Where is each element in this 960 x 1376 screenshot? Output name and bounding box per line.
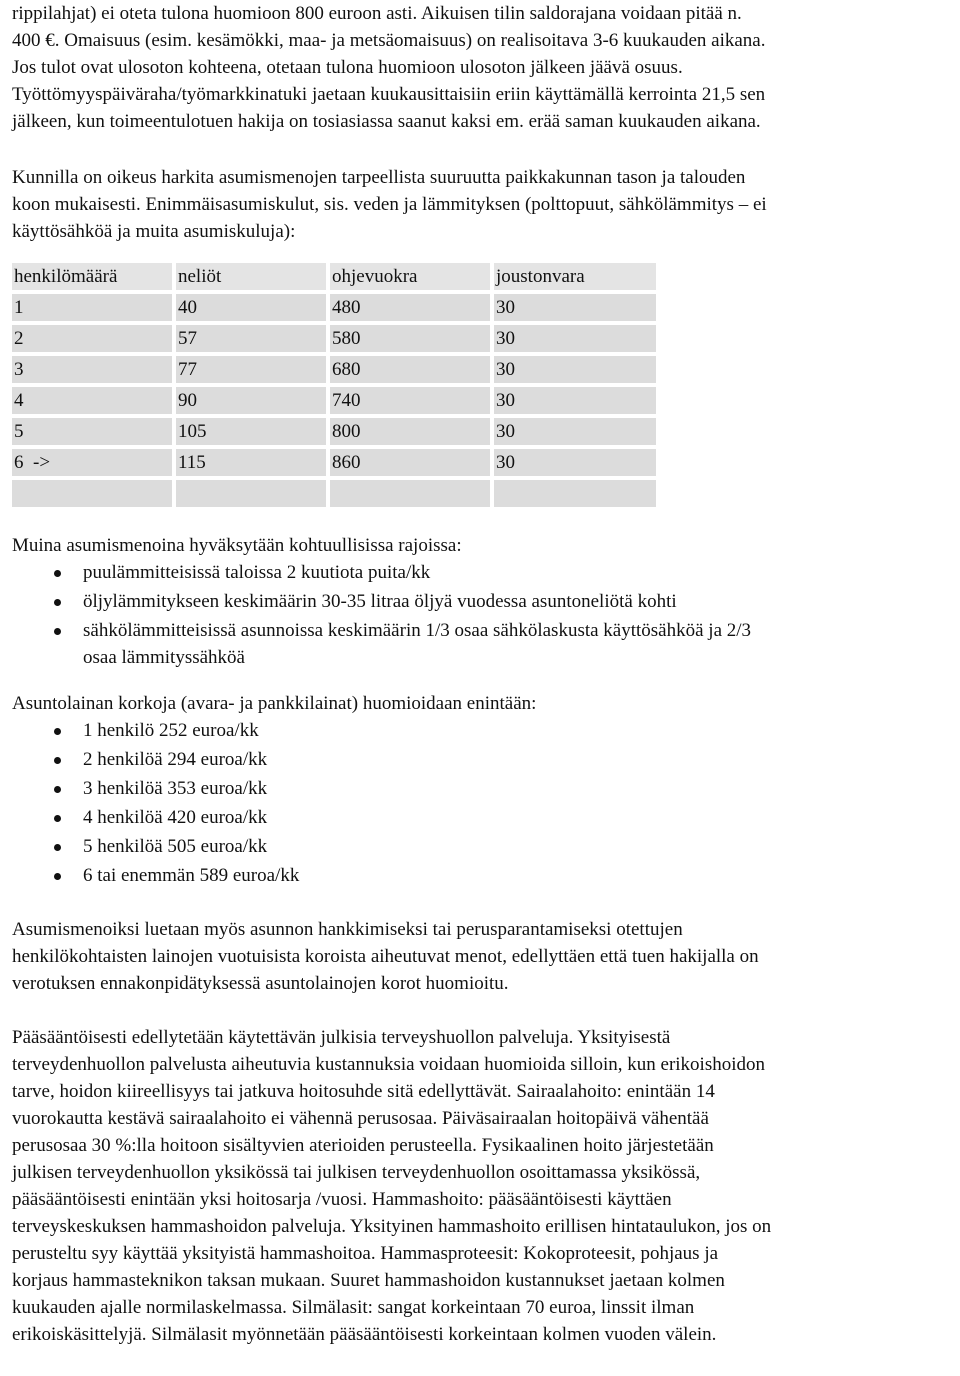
list-item-text: 5 henkilöä 505 euroa/kk <box>83 836 268 857</box>
table-cell: 90 <box>176 387 326 414</box>
table-cell: 480 <box>330 294 490 321</box>
table-cell: 77 <box>176 356 326 383</box>
table-cell: 1 <box>12 294 172 321</box>
text-line: vuorokautta kestävä sairaalahoito ei vähennä perusosaa. Päiväsairaalan hoitopäivä vähentää <box>12 1108 709 1129</box>
table-cell: 105 <box>176 418 326 445</box>
bullet-icon <box>54 873 61 880</box>
list-item-text: 1 henkilö 252 euroa/kk <box>83 720 259 741</box>
list-item <box>12 588 956 615</box>
table-cell: 115 <box>176 449 326 476</box>
table-row <box>12 418 656 445</box>
table-cell: 30 <box>494 387 656 414</box>
bullet-icon <box>54 844 61 851</box>
column-header-square-meters: neliöt <box>176 263 326 290</box>
table-cell: 860 <box>330 449 490 476</box>
text-line: perusosaa 30 %:lla hoitoon sisältyvien aterioiden perusteella. Fysikaalinen hoito järjestetään <box>12 1135 714 1156</box>
text-line: jälkeen, kun toimeentulotuen hakija on tosiasiassa saanut kaksi em. erää saman kuukauden aikana. <box>12 111 761 132</box>
table-cell <box>176 480 326 507</box>
bullet-icon <box>54 570 61 577</box>
table-cell: 57 <box>176 325 326 352</box>
bullet-icon <box>54 786 61 793</box>
housing-cost-table <box>8 259 660 511</box>
housing-paragraph <box>12 164 956 245</box>
text-line: julkisen terveydenhuollon yksikössä tai julkisen terveydenhuollon osoittamassa yksikössä, <box>12 1162 701 1183</box>
column-header-persons: henkilömäärä <box>12 263 172 290</box>
table-cell: 4 <box>12 387 172 414</box>
table-cell: 580 <box>330 325 490 352</box>
table-row <box>12 325 656 352</box>
list-item <box>12 833 956 860</box>
list-item-text: öljylämmitykseen keskimäärin 30-35 litraa öljyä vuodessa asuntoneliötä kohti <box>83 591 677 612</box>
table-cell: 30 <box>494 356 656 383</box>
other-costs-list <box>12 559 956 671</box>
list-item-text: 3 henkilöä 353 euroa/kk <box>83 778 268 799</box>
section-heading: Muina asumismenoina hyväksytään kohtuullisissa rajoissa: <box>12 535 462 556</box>
column-header-rent: ohjevuokra <box>330 263 490 290</box>
loan-paragraph <box>12 916 956 997</box>
text-line: korjaus hammasteknikon taksan mukaan. Suuret hammashoidon kustannukset jaetaan kolmen <box>12 1270 725 1291</box>
table-cell: 800 <box>330 418 490 445</box>
health-paragraph <box>12 1024 956 1348</box>
text-line: perusteltu syy käyttää yksityistä hammashoitoa. Hammasproteesit: Kokoproteesit, pohjaus ja <box>12 1243 719 1264</box>
table-cell: 40 <box>176 294 326 321</box>
text-line: käyttösähköä ja muita asumiskuluja): <box>12 221 296 242</box>
text-line: tarve, hoidon kiireellisyys tai jatkuva hoitosuhde sitä edellyttävät. Sairaalahoito: enintään 14 <box>12 1081 715 1102</box>
text-line: Asumismenoiksi luetaan myös asunnon hankkimiseksi tai perusparantamiseksi otettujen <box>12 919 683 940</box>
table-cell: 30 <box>494 449 656 476</box>
text-line: Jos tulot ovat ulosoton kohteena, otetaan tulona huomioon ulosoton jälkeen jäävä osuus. <box>12 57 683 78</box>
table-cell: 3 <box>12 356 172 383</box>
list-item <box>12 559 956 586</box>
list-item-text: 2 henkilöä 294 euroa/kk <box>83 749 268 770</box>
table-cell: 30 <box>494 418 656 445</box>
text-line: koon mukaisesti. Enimmäisasumiskulut, sis. veden ja lämmityksen (polttopuut, sähkölämmitys – ei <box>12 194 767 215</box>
list-item <box>12 746 956 773</box>
text-line: kuukauden ajalle normilaskelmassa. Silmälasit: sangat korkeintaan 70 euroa, linssit ilman <box>12 1297 695 1318</box>
table-cell: 30 <box>494 325 656 352</box>
table-cell <box>330 480 490 507</box>
list-item-text: sähkölämmitteisissä asunnoissa keskimäärin 1/3 osaa sähkölaskusta käyttösähköä ja 2/3 <box>83 620 752 641</box>
table-cell: 680 <box>330 356 490 383</box>
text-line: terveyskeskuksen hammashoidon palveluja. Yksityinen hammashoito erillisen hintataulukon, jos on <box>12 1216 772 1237</box>
text-line: erikoiskäsittelyjä. Silmälasit myönnetään pääsääntöisesti korkeintaan kolmen vuoden välein. <box>12 1324 717 1345</box>
table-row <box>12 356 656 383</box>
table-row-empty <box>12 480 656 507</box>
bullet-icon <box>54 599 61 606</box>
list-item-text-continuation: osaa lämmityssähköä <box>83 647 245 668</box>
list-item-text: puulämmitteisissä taloissa 2 kuutiota puita/kk <box>83 562 431 583</box>
text-line: 400 €. Omaisuus (esim. kesämökki, maa- ja metsäomaisuus) on realisoitava 3-6 kuukauden aikana. <box>12 30 766 51</box>
table-cell <box>494 480 656 507</box>
column-header-flexibility: joustonvara <box>494 263 656 290</box>
text-line: Työttömyyspäiväraha/työmarkkinatuki jaetaan kuukausittaisiin eriin käyttämällä kerrointa 21,5 sen <box>12 84 766 105</box>
intro-paragraph <box>12 0 956 135</box>
text-line: pääsääntöisesti enintään yksi hoitosarja /vuosi. Hammashoito: pääsääntöisesti käyttäen <box>12 1189 672 1210</box>
bullet-icon <box>54 815 61 822</box>
document-page <box>12 0 956 1348</box>
loan-interest-section <box>12 690 956 889</box>
list-item-text: 6 tai enemmän 589 euroa/kk <box>83 865 300 886</box>
table-cell: 5 <box>12 418 172 445</box>
text-line: verotuksen ennakonpidätyksessä asuntolainojen korot huomioitu. <box>12 973 509 994</box>
bullet-icon <box>54 628 61 635</box>
text-line: Pääsääntöisesti edellytetään käytettävän julkisia terveyshuollon palveluja. Yksityisestä <box>12 1027 671 1048</box>
bullet-icon <box>54 728 61 735</box>
bullet-icon <box>54 757 61 764</box>
text-line: terveydenhuollon palvelusta aiheutuvia kustannuksia voidaan huomioida silloin, kun erikoishoidon <box>12 1054 766 1075</box>
list-item <box>12 775 956 802</box>
other-costs-section <box>12 532 956 671</box>
text-line: henkilökohtaisten lainojen vuotuisista koroista aiheutuvat menot, edellyttäen että tuen hakijalla on <box>12 946 759 967</box>
table-cell: 740 <box>330 387 490 414</box>
list-item <box>12 617 956 671</box>
list-item <box>12 862 956 889</box>
list-item <box>12 804 956 831</box>
table-header-row <box>12 263 656 290</box>
table-row <box>12 449 656 476</box>
table-cell: 2 <box>12 325 172 352</box>
table-row <box>12 294 656 321</box>
section-heading: Asuntolainan korkoja (avara- ja pankkilainat) huomioidaan enintään: <box>12 693 537 714</box>
table-row <box>12 387 656 414</box>
list-item <box>12 717 956 744</box>
table-cell: 30 <box>494 294 656 321</box>
text-line: rippilahjat) ei oteta tulona huomioon 800 euroon asti. Aikuisen tilin saldorajana voidaan pitää n. <box>12 3 742 24</box>
text-line: Kunnilla on oikeus harkita asumismenojen tarpeellista suuruutta paikkakunnan tason ja talouden <box>12 167 746 188</box>
table-cell: 6 -> <box>12 449 172 476</box>
list-item-text: 4 henkilöä 420 euroa/kk <box>83 807 268 828</box>
table-cell <box>12 480 172 507</box>
loan-interest-list <box>12 717 956 889</box>
